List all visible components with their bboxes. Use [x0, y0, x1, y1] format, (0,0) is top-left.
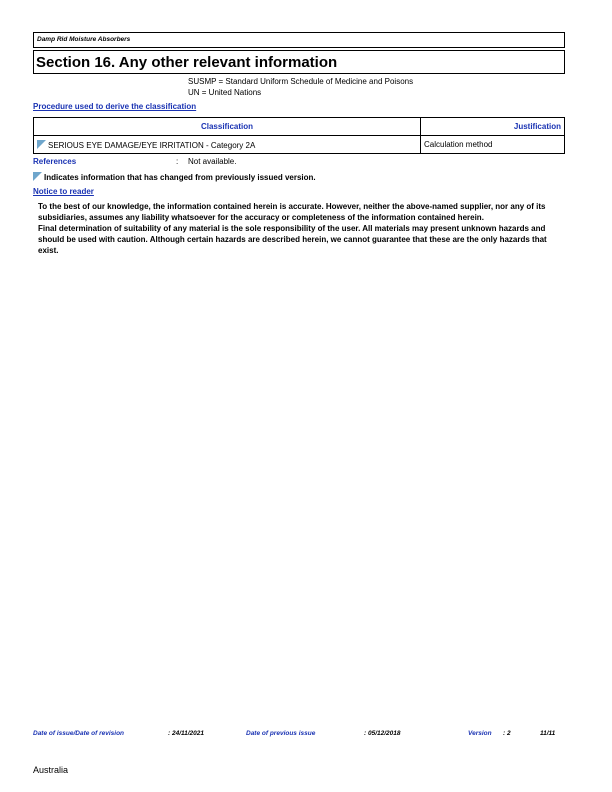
table-row: [34, 136, 565, 154]
version-label: Version: [468, 730, 492, 737]
previous-issue-label: Date of previous issue: [246, 730, 316, 737]
version-value: : 2: [503, 730, 511, 737]
country-label: Australia: [33, 765, 69, 775]
notice-heading: Notice to reader: [33, 187, 94, 196]
procedure-heading: Procedure used to derive the classification: [33, 102, 197, 111]
classification-table: [33, 117, 565, 154]
abbreviation-un: UN = United Nations: [188, 88, 262, 97]
change-indicator-text: Indicates information that has changed from previously issued version.: [44, 173, 316, 182]
notice-paragraph: To the best of our knowledge, the information contained herein is accurate. However, neither the above-named supplier, nor any of its subsidiaries, assumes any liability whatsoever for the accuracy or completeness of the information contained herein.: [38, 202, 546, 222]
references-value: Not available.: [188, 157, 237, 166]
justification-cell: Calculation method: [421, 136, 565, 154]
changed-marker-icon: [33, 172, 42, 181]
notice-body: [38, 201, 558, 256]
product-name-header: [33, 32, 565, 48]
classification-value: SERIOUS EYE DAMAGE/EYE IRRITATION - Category 2A: [48, 140, 256, 150]
references-separator: :: [176, 157, 179, 166]
changed-marker-icon: [37, 140, 46, 149]
product-name: Damp Rid Moisture Absorbers: [37, 36, 131, 43]
notice-paragraph: Final determination of suitability of any material is the sole responsibility of the user. All materials may present unknown hazards and should be used with caution. Although certain hazards are described herein, we cannot guarantee that these are the only hazards that exist.: [38, 224, 547, 255]
abbreviation-susmp: SUSMP = Standard Uniform Schedule of Medicine and Poisons: [188, 77, 414, 86]
issue-date-label: Date of issue/Date of revision: [33, 730, 125, 737]
previous-issue-value: : 05/12/2018: [364, 730, 401, 737]
classification-column-header: Classification: [34, 118, 421, 136]
table-header-row: [34, 118, 565, 136]
change-indicator-legend: [33, 172, 316, 182]
section-title-box: [33, 50, 565, 74]
issue-date-value: : 24/11/2021: [168, 730, 205, 737]
section-title: Section 16. Any other relevant information: [36, 54, 338, 71]
justification-column-header: Justification: [421, 118, 565, 136]
page-number: 11/11: [540, 730, 556, 737]
references-label: References: [33, 157, 77, 166]
classification-cell: [34, 136, 421, 154]
